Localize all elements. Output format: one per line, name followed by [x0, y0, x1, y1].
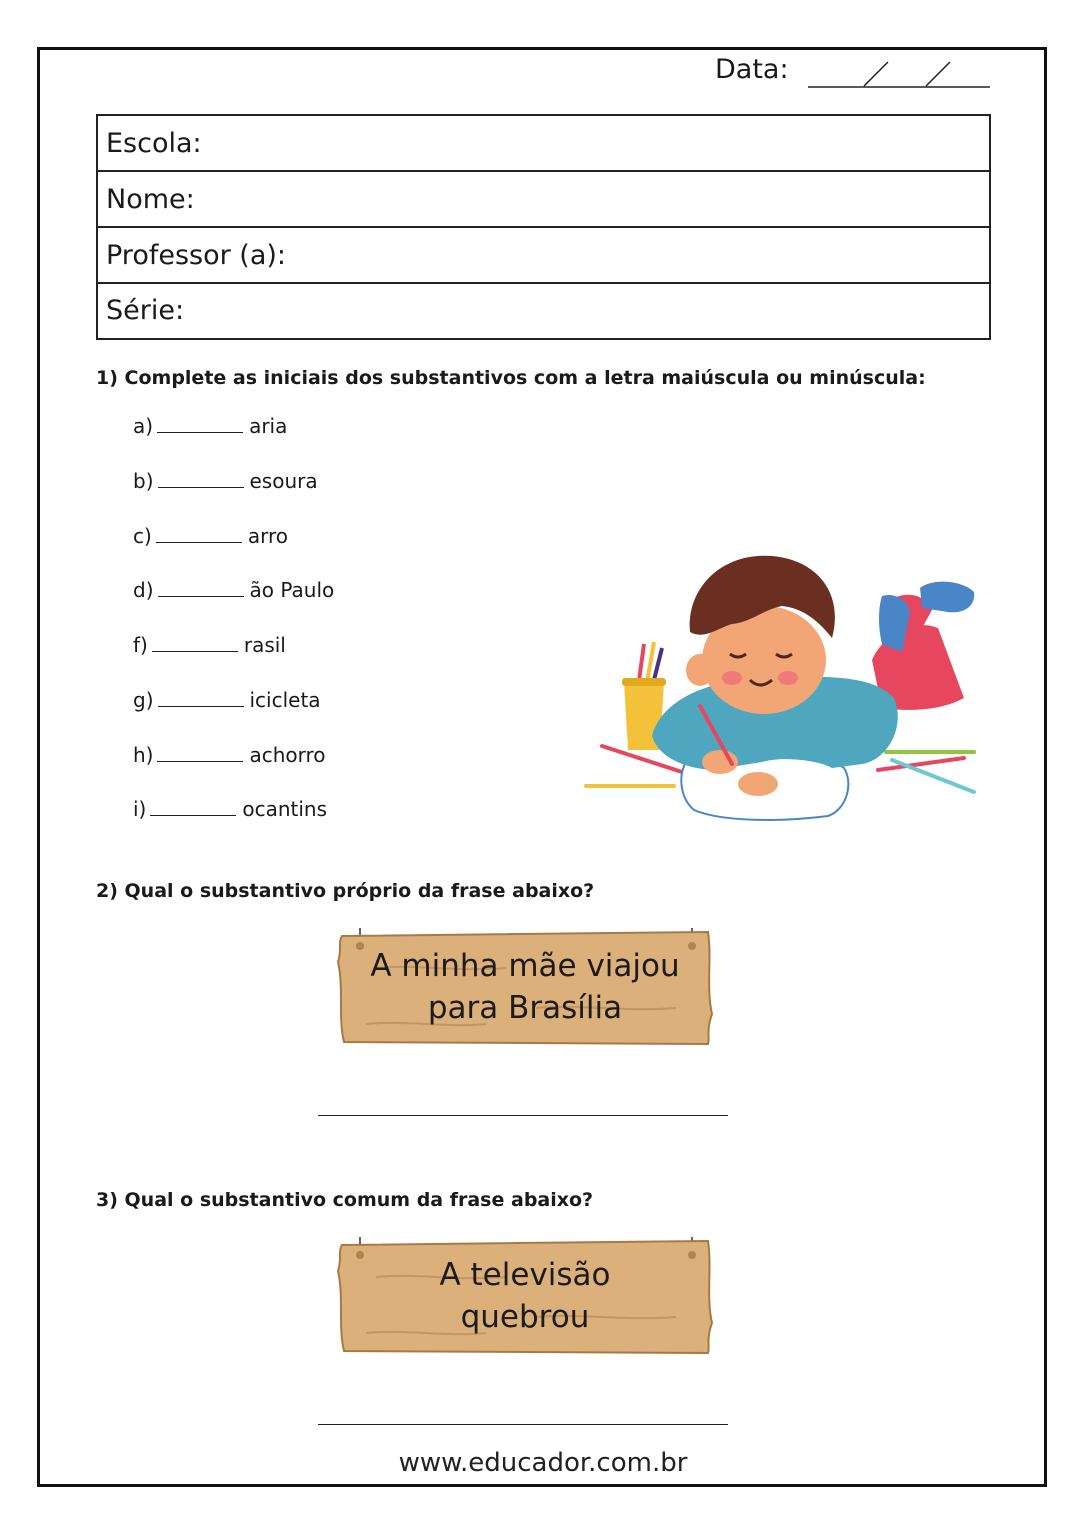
list-item	[133, 578, 334, 602]
item-word: aria	[249, 414, 288, 438]
date-field[interactable]	[808, 60, 990, 90]
grade-field[interactable]	[98, 284, 989, 338]
name-label: Nome:	[106, 184, 195, 215]
sign-text-line-2: para Brasília	[427, 990, 623, 1026]
list-item	[133, 469, 318, 493]
blank-field[interactable]	[150, 797, 236, 816]
blank-field[interactable]	[157, 414, 243, 433]
answer-field-2[interactable]	[318, 1115, 728, 1116]
list-item	[133, 414, 287, 438]
item-word: achorro	[249, 743, 326, 767]
answer-field-3[interactable]	[318, 1424, 728, 1425]
item-word: ão Paulo	[249, 578, 335, 602]
teacher-field[interactable]	[98, 228, 989, 284]
list-item	[133, 797, 327, 821]
blank-field[interactable]	[158, 578, 244, 597]
footer-url[interactable]: www.educador.com.br	[398, 1448, 688, 1478]
item-letter: g)	[133, 688, 154, 712]
wooden-sign	[336, 928, 714, 1046]
sign-text-line-1: A televisão	[439, 1257, 611, 1293]
item-word: ocantins	[242, 797, 328, 821]
item-letter: a)	[133, 414, 154, 438]
item-letter: f)	[133, 633, 148, 657]
blank-field[interactable]	[152, 633, 238, 652]
grade-label: Série:	[106, 295, 185, 326]
item-word: esoura	[249, 469, 318, 493]
school-field[interactable]	[98, 116, 989, 172]
date-label: Data:	[715, 54, 789, 85]
list-item	[133, 524, 288, 548]
blank-field[interactable]	[157, 743, 243, 762]
list-item	[133, 633, 286, 657]
item-letter: d)	[133, 578, 154, 602]
item-letter: i)	[133, 797, 147, 821]
sign-text-line-1: A minha mãe viajou	[370, 948, 680, 984]
sign-text-line-2: quebrou	[460, 1299, 590, 1335]
list-item	[133, 743, 326, 767]
item-word: icicleta	[249, 688, 321, 712]
blank-field[interactable]	[156, 524, 242, 543]
blank-field[interactable]	[158, 688, 244, 707]
student-info-table	[96, 114, 991, 340]
blank-field[interactable]	[158, 469, 244, 488]
wooden-sign	[336, 1237, 714, 1355]
item-word: arro	[247, 524, 288, 548]
question-3-title: 3) Qual o substantivo comum da frase abaixo?	[96, 1189, 594, 1211]
name-field[interactable]	[98, 172, 989, 228]
list-item	[133, 688, 321, 712]
teacher-label: Professor (a):	[106, 240, 286, 271]
item-letter: h)	[133, 743, 154, 767]
item-letter: c)	[133, 524, 152, 548]
child-drawing-icon	[582, 548, 982, 828]
item-word: rasil	[243, 633, 286, 657]
question-1-title: 1) Complete as iniciais dos substantivos com a letra maiúscula ou minúscula:	[96, 367, 926, 389]
item-letter: b)	[133, 469, 154, 493]
question-2-title: 2) Qual o substantivo próprio da frase abaixo?	[96, 880, 595, 902]
school-label: Escola:	[106, 128, 202, 159]
